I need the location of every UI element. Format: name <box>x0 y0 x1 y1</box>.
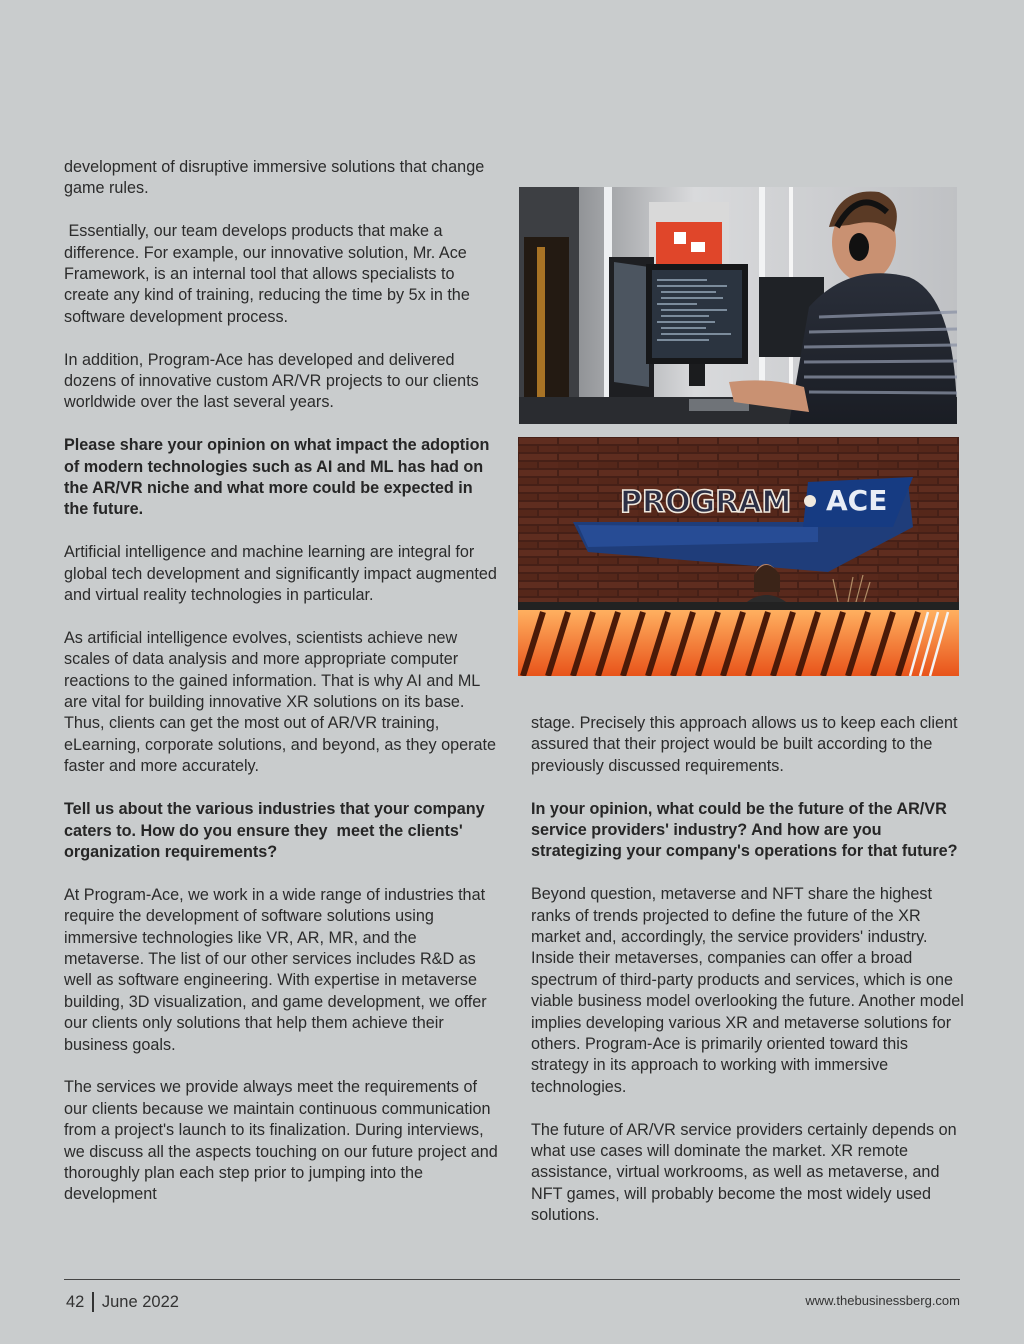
right-text-column <box>531 713 965 1248</box>
paragraph: development of disruptive immersive solutions that change game rules. <box>64 158 485 198</box>
footer-divider <box>64 1279 960 1280</box>
interview-question: Please share your opinion on what impact the adoption of modern technologies such as AI and ML has had on the AR/VR niche and what more could be expected in the future. <box>64 436 490 519</box>
program-ace-reception-photo <box>518 437 959 676</box>
paragraph: stage. Precisely this approach allows us to keep each client assured that their project would be built according to the previously discussed requirements. <box>531 714 958 775</box>
paragraph: Artificial intelligence and machine learning are integral for global tech development and significantly impact augmented and virtual reality technologies in particular. <box>64 543 497 605</box>
paragraph: At Program-Ace, we work in a wide range of industries that require the development of software solutions using immersive technologies like VR, AR, MR, and the metaverse. The list of our other services includes R&D as well as software engineering. With expertise in metaverse building, 3D visualization, and game development, we offer our clients only solutions that help them achieve their business goals. <box>64 885 487 1054</box>
paragraph: Essentially, our team develops products that make a difference. For example, our innovative solution, Mr. Ace Framework, is an internal tool that allows specialists to create any kind of training, reducing the time by 5x in the software development process. <box>64 222 475 326</box>
footer-page-info <box>66 1292 179 1312</box>
interview-question: Tell us about the various industries that your company caters to. How do you ensure they meet the clients' organization requirements? <box>64 800 490 861</box>
sign-ace-text: ACE <box>826 484 888 517</box>
footer-separator <box>92 1292 94 1312</box>
website-link[interactable]: www.thebusinessberg.com <box>805 1293 960 1308</box>
paragraph: The services we provide always meet the requirements of our clients because we maintain continuous communication from a project's launch to its finalization. During interviews, we discuss all the aspects touching on our future project and thoroughly plan each step prior to jumping into the development <box>64 1078 498 1204</box>
paragraph: Beyond question, metaverse and NFT share the highest ranks of trends projected to define the future of the XR market and, accordingly, the service providers' industry. Inside their metaverses, companies can offer a broad spectrum of third-party products and services, which is one viable business model overlooking the future. Another model implies developing various XR and metaverse solutions for others. Program-Ace is primarily oriented toward this strategy in its approach to working with immersive technologies. <box>531 885 964 1096</box>
paragraph: In addition, Program-Ace has developed and delivered dozens of innovative custom AR/VR projects to our clients worldwide over the last several years. <box>64 350 479 412</box>
paragraph: As artificial intelligence evolves, scientists achieve new scales of data analysis and more appropriate computer reactions to the gained information. That is why AI and ML are vital for building innovative XR solutions on its base. Thus, clients can get the most out of AR/VR training, eLearning, corporate solutions, and beyond, as they operate faster and more accurately. <box>64 628 496 776</box>
developer-at-workstation-photo <box>519 187 957 424</box>
left-text-column <box>64 157 498 1227</box>
paragraph: The future of AR/VR service providers certainly depends on what use cases will dominate the market. XR remote assistance, virtual workrooms, as well as metaverse, and NFT games, will probably become the most widely used solutions. <box>531 1120 957 1225</box>
page-number: 42 <box>66 1292 85 1311</box>
sign-program-text: PROGRAM <box>620 485 792 520</box>
issue-date: June 2022 <box>101 1292 179 1311</box>
interview-question: In your opinion, what could be the future of the AR/VR service providers' industry? And how are you strategizing your company's operations for that future? <box>531 799 958 861</box>
